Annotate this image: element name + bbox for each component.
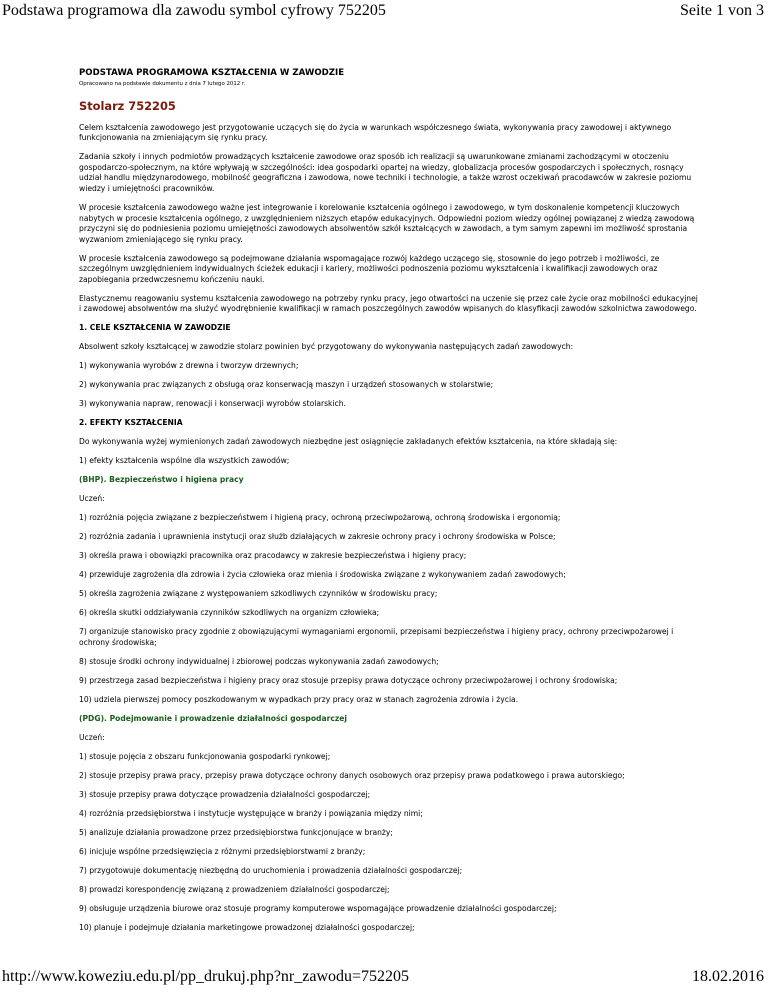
section-heading: 1. CELE KSZTAŁCENIA W ZAWODZIE bbox=[79, 323, 231, 333]
list-item: 7) przygotowuje dokumentację niezbędną do uruchomienia i prowadzenia działalności gospodarczej; bbox=[79, 865, 463, 875]
list-item: 8) stosuje środki ochrony indywidualnej i zbiorowej podczas wykonywania zadań zawodowych; bbox=[79, 656, 439, 666]
list-item: 1) wykonywania wyrobów z drewna i tworzyw drzewnych; bbox=[79, 361, 299, 371]
list-item: 9) przestrzega zasad bezpieczeństwa i higieny pracy oraz stosuje przepisy prawa dotyczące ochrony przeciwpożarowej i ochrony środowiska; bbox=[79, 675, 618, 685]
module-lead: Uczeń: bbox=[79, 494, 105, 504]
source-url: http://www.koweziu.edu.pl/pp_drukuj.php?nr_zawodu=752205 bbox=[2, 968, 410, 985]
section-heading: 2. EFEKTY KSZTAŁCENIA bbox=[79, 418, 183, 428]
module-lead: Uczeń: bbox=[79, 732, 105, 742]
list-item: 6) inicjuje wspólne przedsięwzięcia z różnymi przedsiębiorstwami z branży; bbox=[79, 846, 366, 856]
module-heading-bhp: (BHP). Bezpieczeństwo i higiena pracy bbox=[79, 475, 244, 485]
list-item: 10) udziela pierwszej pomocy poszkodowanym w wypadkach przy pracy oraz w stanach zagrożenia zdrowia i życia. bbox=[79, 694, 519, 704]
list-item: 3) wykonywania napraw, renowacji i konserwacji wyrobów stolarskich. bbox=[79, 399, 346, 409]
list-item: 4) rozróżnia przedsiębiorstwa i instytucje występujące w branży i powiązania między nimi; bbox=[79, 808, 423, 818]
list-item: 6) określa skutki oddziaływania czynników szkodliwych na organizm człowieka; bbox=[79, 608, 380, 618]
list-item: 4) przewiduje zagrożenia dla zdrowia i życia człowieka oraz mienia i środowiska związane z wykonywaniem zadań zawodowych; bbox=[79, 570, 566, 580]
section-lead: Absolwent szkoły kształcącej w zawodzie stolarz powinien być przygotowany do wykonywania następujących zadań zawodowych: bbox=[79, 342, 574, 352]
list-item: 2) wykonywania prac związanych z obsługą oraz konserwacją maszyn i urządzeń stosowanych w stolarstwie; bbox=[79, 380, 494, 390]
document-title: PODSTAWA PROGRAMOWA KSZTAŁCENIA W ZAWODZIE bbox=[79, 68, 345, 78]
list-item: 5) analizuje działania prowadzone przez przedsiębiorstwa funkcjonujące w branży; bbox=[79, 827, 393, 837]
list-item: 2) rozróżnia zadania i uprawnienia instytucji oraz służb działających w zakresie ochrony pracy i ochrony środowiska w Polsce; bbox=[79, 532, 556, 542]
list-item: 1) efekty kształcenia wspólne dla wszystkich zawodów; bbox=[79, 456, 290, 466]
list-item: 10) planuje i podejmuje działania marketingowe prowadzonej działalności gospodarczej; bbox=[79, 922, 415, 932]
intro-paragraph: Elastycznemu reagowaniu systemu kształcenia zawodowego na potrzeby rynku pracy, jego otwartości na uczenie się przez całe życie oraz mobilności edukacyjnej i zawodowej absolwentów ma służyć wyodrębnienie kwalifikacji w ramach poszczególnych zawodów wpisanych do klasyfikacji zawodów szkolnictwa zawodowego. bbox=[79, 293, 698, 314]
list-item: 1) stosuje pojęcia z obszaru funkcjonowania gospodarki rynkowej; bbox=[79, 751, 331, 761]
list-item: 9) obsługuje urządzenia biurowe oraz stosuje programy komputerowe wspomagające prowadzenie działalności gospodarczej; bbox=[79, 903, 557, 913]
list-item: 5) określa zagrożenia związane z występowaniem szkodliwych czynników w środowisku pracy; bbox=[79, 589, 438, 599]
list-item: 3) określa prawa i obowiązki pracownika oraz pracodawcy w zakresie bezpieczeństwa i higieny pracy; bbox=[79, 551, 467, 561]
list-item: 8) prowadzi korespondencję związaną z prowadzeniem działalności gospodarczej; bbox=[79, 884, 390, 894]
intro-paragraph: Celem kształcenia zawodowego jest przygotowanie uczących się do życia w warunkach współczesnego świata, wykonywania pracy zawodowej i aktywnego funkcjonowania na zmieniającym się rynku pracy. bbox=[79, 122, 672, 143]
section-lead: Do wykonywania wyżej wymienionych zadań zawodowych niezbędne jest osiągnięcie zakładanych efektów kształcenia, na które składają się: bbox=[79, 437, 618, 447]
print-date: 18.02.2016 bbox=[692, 968, 764, 985]
page-number: Seite 1 von 3 bbox=[680, 2, 764, 19]
module-heading-pdg: (PDG). Podejmowanie i prowadzenie działalności gospodarczej bbox=[79, 713, 348, 723]
profession-heading: Stolarz 752205 bbox=[79, 98, 176, 113]
list-item: 7) organizuje stanowisko pracy zgodnie z obowiązującymi wymaganiami ergonomii, przepisami bezpieczeństwa i higieny pracy, ochrony przeciwpożarowej i ochrony środowiska; bbox=[79, 627, 674, 647]
intro-paragraph: W procesie kształcenia zawodowego ważne jest integrowanie i korelowanie kształcenia ogólnego i zawodowego, w tym doskonalenie kompetencji kluczowych nabytych w procesie kształcenia ogólnego, z uwzględnieniem niższych etapów edukacyjnych. Odpowiedni poziom wiedzy ogólnej powiązanej z wiedzą zawodową przyczyni się do podniesienia poziomu umiejętności zawodowych absolwentów szkół kształcących w zawodach, a tym samym zapewni im możliwość sprostania wyzwaniom zmieniającego się rynku pracy. bbox=[79, 202, 695, 244]
document-subtitle: Opracowano na podstawie dokumentu z dnia 7 lutego 2012 r. bbox=[79, 80, 246, 87]
list-item: 2) stosuje przepisy prawa pracy, przepisy prawa dotyczące ochrony danych osobowych oraz przepisy prawa podatkowego i prawa autorskiego; bbox=[79, 770, 625, 780]
intro-paragraph: W procesie kształcenia zawodowego są podejmowane działania wspomagające rozwój każdego uczącego się, stosownie do jego potrzeb i możliwości, ze szczególnym uwzględnieniem indywidualnych ścieżek edukacji i kariery, możliwości podnoszenia poziomu wykształcenia i kwalifikacji zawodowych oraz zapobiegania przedwczesnemu kończeniu nauki. bbox=[79, 253, 660, 284]
document-body bbox=[79, 68, 699, 942]
list-item: 1) rozróżnia pojęcia związane z bezpieczeństwem i higieną pracy, ochroną przeciwpożarową, ochroną środowiska i ergonomią; bbox=[79, 513, 561, 523]
list-item: 3) stosuje przepisy prawa dotyczące prowadzenia działalności gospodarczej; bbox=[79, 789, 371, 799]
intro-paragraph: Zadania szkoły i innych podmiotów prowadzących kształcenie zawodowe oraz sposób ich realizacji są uwarunkowane zmianami zachodzącymi w otoczeniu gospodarczo-społecznym, na które wpływają w szczególności: idea gospodarki opartej na wiedzy, globalizacja procesów gospodarczych i społecznych, rosnący udział handlu międzynarodowego, mobilność geograficzna i zawodowa, nowe techniki i technologie, a także wzrost oczekiwań pracodawców w zakresie poziomu wiedzy i umiejętności pracowników. bbox=[79, 152, 692, 193]
header-title: Podstawa programowa dla zawodu symbol cyfrowy 752205 bbox=[2, 2, 386, 19]
